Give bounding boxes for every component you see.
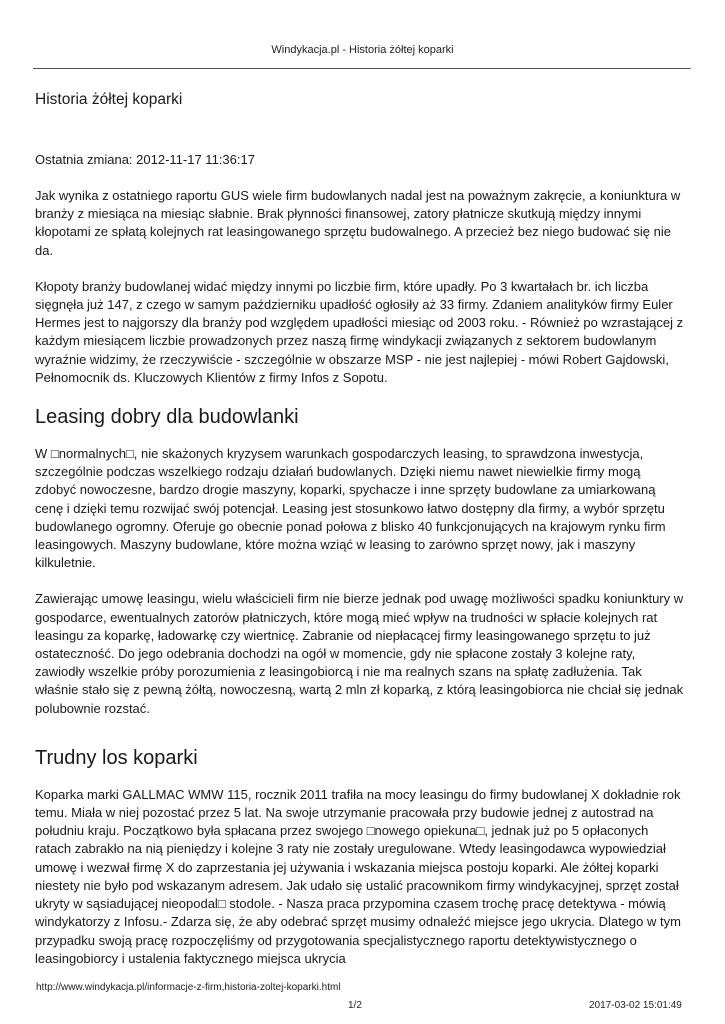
section1-paragraph-1: W □normalnych□, nie skażonych kryzysem warunkach gospodarczych leasing, to sprawdzona inwestycja, szczególnie podczas wszelkiego rodzaju działań budowlanych. Dzięki niemu nawet niewielkie firmy mogą zdobyć nowoczesne, bardzo drogie maszyny, koparki, spychacze i inne sprzęty budowlane za umiarkowaną cenę i dzięki temu rozwijać swój potencjał. Leasing jest stosunkowo łatwo dostępny dla firmy, a wybór sprzętu budowlanego ogromny. Oferuje go obecnie ponad połowa z blisko 40 funkcjonujących na krajowym rynku firm leasingowych. Maszyny budowlane, które można wziąć w leasing to zarówno sprzęt nowy, jak i maszyny kilkuletnie. <box>35 446 666 571</box>
intro-paragraph-2: Kłopoty branży budowlanej widać między innymi po liczbie firm, które upadły. Po 3 kwartałach br. ich liczba sięgnęła już 147, z czego w samym październiku upadłość ogłosiły aż 33 firmy. Zdaniem analityków firmy Euler Hermes jest to najgorszy dla branży pod względem upadłości miesiąc od 2003 roku. - Również po wzrastającej z każdym miesiącem liczbie prowadzonych przez naszą firmę windykacji związanych z sektorem budowlanym wyraźnie widzimy, że rzeczywiście - szczególnie w obszarze MSP - nie jest najlepiej - mówi Robert Gajdowski, Pełnomocnik ds. Kluczowych Klientów z firmy Infos z Sopotu. <box>35 278 684 385</box>
section2-paragraph-1: Koparka marki GALLMAC WMW 115, rocznik 2011 trafiła na mocy leasingu do firmy budowlanej X dokładnie rok temu. Miała w niej pozostać przez 5 lat. Na swoje utrzymanie pracowała przy budowie jednej z autostrad na południu kraju. Początkowo była spłacana przez swojego □nowego opiekuna□, jednak już po 5 opłaconych ratach zabrakło na nią pieniędzy i kolejne 3 raty nie zostały uregulowane. Wtedy leasingodawca wypowiedział umowę i wezwał firmę X do zaprzestania jej używania i wskazania miejsca postoju koparki. Ale żółtej koparki niestety nie było pod wskazanym adresem. Jak udało się ustalić pracownikom firmy windykacyjnej, sprzęt został ukryty w sąsiadującej nieopodal□ stodole. - Nasza praca przypomina czasem trochę pracę detektywa - mówią windykatorzy z Infosu.- Zdarza się, że aby odebrać sprzęt musimy odnaleźć miejsce jego ukrycia. Dlatego w tym przypadku swoją pracę rozpoczęliśmy od przygotowania specjalistycznego raportu detektywistycznego o leasingobiorcy i ustalenia faktycznego miejsca ukrycia <box>35 786 681 966</box>
section-heading-leasing: Leasing dobry dla budowlanki <box>35 406 299 429</box>
footer-url: http://www.windykacja.pl/informacje-z-firm,historia-zoltej-koparki.html <box>36 982 341 993</box>
last-modified: Ostatnia zmiana: 2012-11-17 11:36:17 <box>35 152 255 167</box>
article-title: Historia żółtej koparki <box>35 91 183 108</box>
intro-paragraph-1: Jak wynika z ostatniego raportu GUS wiele firm budowlanych nadal jest na poważnym zakręcie, a koniunktura w branży z miesiąca na miesiąc słabnie. Brak płynności finansowej, zatory płatnicze skutkują między innymi kłopotami ze spłatą kolejnych rat leasingowanego sprzętu budowalnego. A przecież bez niego budować się nie da. <box>35 188 681 258</box>
footer-date: 2017-03-02 15:01:49 <box>589 1000 682 1011</box>
page-number: 1/2 <box>348 1000 362 1011</box>
page-header: Windykacja.pl - Historia żółtej koparki <box>271 44 454 56</box>
article-body <box>35 90 685 986</box>
section1-paragraph-2: Zawierając umowę leasingu, wielu właścicieli firm nie bierze jednak pod uwagę możliwości spadku koniunktury w gospodarce, ewentualnych zatorów płatniczych, które mogą mieć wpływ na trudności w spłacie kolejnych rat leasingu za koparkę, ładowarkę czy wiertnicę. Zabranie od niepłacącej firmy leasingowanego sprzętu to już ostateczność. Do jego odebrania dochodzi na ogół w momencie, gdy nie spłacone zostały 3 kolejne raty, zawiodły wszelkie próby porozumienia z leasingobiorcą i nie ma realnych szans na spłatę zadłużenia. Tak właśnie stało się z pewną żółtą, nowoczesną, wartą 2 mln zł koparką, z którą leasingobiorca nie chciał się jednak polubownie rozstać. <box>35 591 684 716</box>
section-heading-trudny-los: Trudny los koparki <box>35 746 198 769</box>
header-divider <box>33 68 691 69</box>
